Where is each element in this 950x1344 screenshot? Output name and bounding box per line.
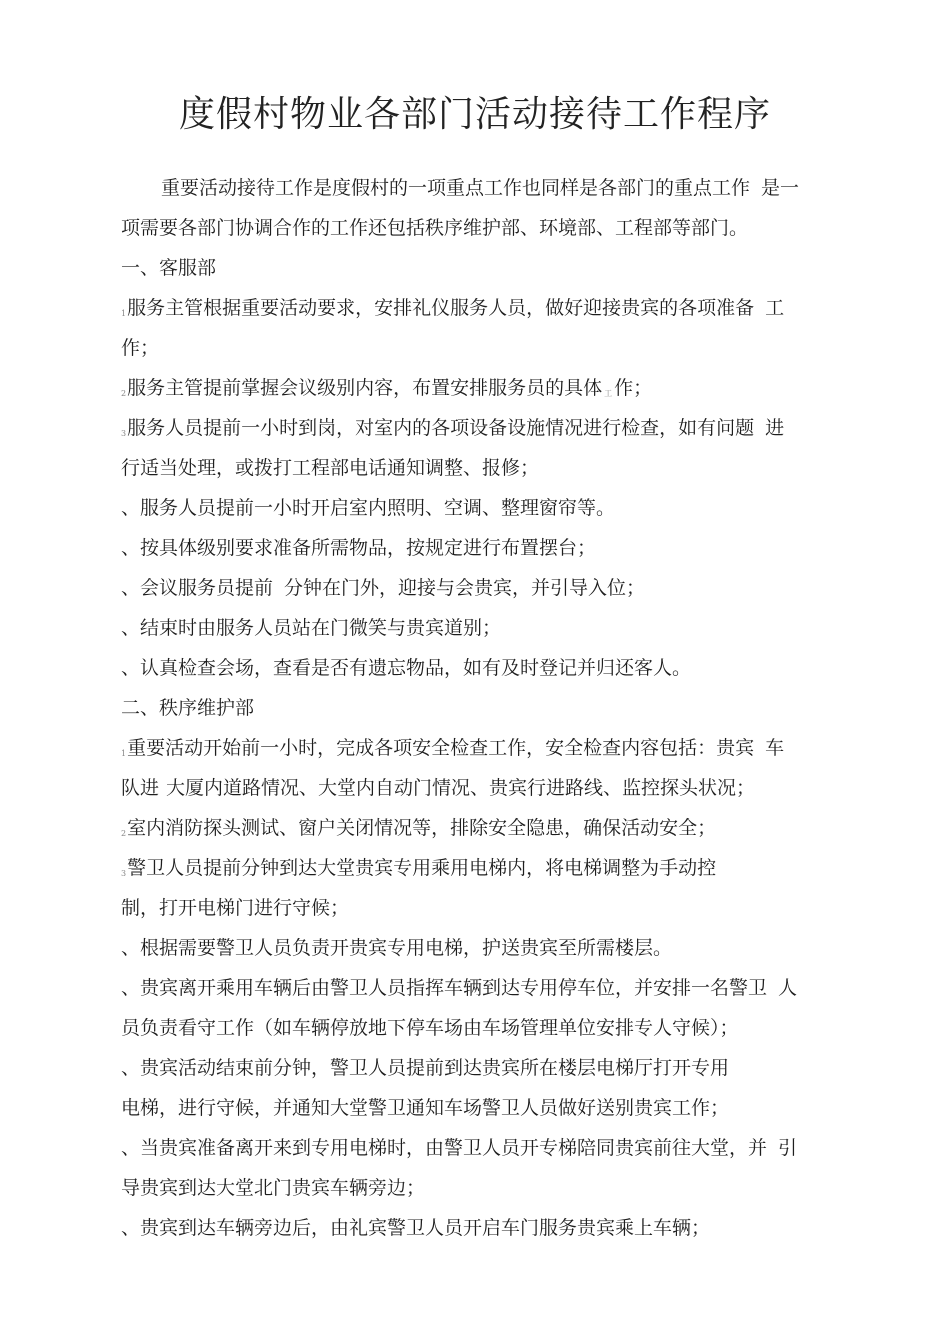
intro-line-2: 项需要各部门协调合作的工作还包括秩序维护部、环境部、工程部等部门。: [121, 217, 749, 239]
item-text: 车: [765, 737, 785, 759]
item-text: 服务主管提前掌握会议级别内容，布置安排服务员的具体: [127, 377, 603, 399]
list-item: 、根据需要警卫人员负责开贵宾专用电梯，护送贵宾至所需楼层。: [121, 937, 673, 959]
list-item: 、贵宾活动结束前分钟，警卫人员提前到达贵宾所在楼层电梯厅打开专用: [121, 1057, 730, 1079]
item-text: 警卫人员提前分钟到达大堂贵宾专用乘用电梯内，将电梯调整为手动控: [127, 857, 717, 879]
list-item-continued: 作；: [121, 337, 160, 359]
item-text: 重要活动开始前一小时，完成各项安全检查工作，安全检查内容包括：贵宾: [127, 737, 755, 759]
list-item: 、贵宾到达车辆旁边后，由礼宾警卫人员开启车门服务贵宾乘上车辆；: [121, 1217, 711, 1239]
list-item: [121, 816, 846, 846]
item-number: 2: [121, 389, 127, 398]
item-text: 工: [765, 297, 785, 319]
item-text: 服务人员提前一小时到岗，对室内的各项设备设施情况进行检查，如有问题: [127, 417, 755, 439]
item-number: 1: [121, 309, 127, 318]
list-item: [121, 1136, 846, 1160]
list-item-continued: 电梯，进行守候，并通知大堂警卫通知车场警卫人员做好送别贵宾工作；: [121, 1097, 730, 1119]
item-text: 人: [778, 977, 798, 999]
item-number: 2: [121, 829, 127, 838]
section-heading-customer-service: 一、客服部: [121, 257, 217, 279]
list-item: [121, 856, 846, 886]
item-text: 引: [778, 1137, 798, 1159]
intro-text-1: 重要活动接待工作是度假村的一项重点工作也同样是各部门的重点工作: [161, 177, 751, 199]
list-item: 、结束时由服务人员站在门微笑与贵宾道别；: [121, 617, 502, 639]
item-text: 分钟在门外，迎接与会贵宾，并引导入位；: [284, 577, 646, 599]
list-item-continued: 导贵宾到达大堂北门贵宾车辆旁边；: [121, 1177, 426, 1199]
list-item-continued: 员负责看守工作（如车辆停放地下停车场由车场管理单位安排专人守候）；: [121, 1017, 739, 1039]
list-item: [121, 976, 846, 1000]
item-text: 作；: [614, 377, 653, 399]
list-item: [121, 416, 846, 446]
section-heading-security: 二、秩序维护部: [121, 697, 255, 719]
list-item: [121, 576, 846, 600]
list-item: [121, 376, 846, 406]
list-item: [121, 736, 846, 766]
list-item: 、认真检查会场，查看是否有遗忘物品，如有及时登记并归还客人。: [121, 657, 692, 679]
item-text: 进: [765, 417, 785, 439]
item-text: 大厦内道路情况、大堂内自动门情况、贵宾行进路线、监控探头状况；: [166, 777, 756, 799]
item-number: 3: [121, 429, 127, 438]
list-item-continued: 行适当处理，或拨打工程部电话通知调整、报修；: [121, 457, 540, 479]
list-item: 、按具体级别要求准备所需物品，按规定进行布置摆台；: [121, 537, 597, 559]
item-text: 服务主管根据重要活动要求，安排礼仪服务人员，做好迎接贵宾的各项准备: [127, 297, 755, 319]
list-item: 、服务人员提前一小时开启室内照明、空调、整理窗帘等。: [121, 497, 616, 519]
item-text: 、会议服务员提前: [121, 577, 274, 599]
item-text: 、贵宾离开乘用车辆后由警卫人员指挥车辆到达专用停车位，并安排一名警卫: [121, 977, 768, 999]
item-text: 室内消防探头测试、窗户关闭情况等，排除安全隐患，确保活动安全；: [127, 817, 717, 839]
document-title: 度假村物业各部门活动接待工作程序: [178, 94, 771, 135]
item-number: 1: [121, 749, 127, 758]
item-text: 队进: [121, 777, 160, 799]
intro-line-1: [121, 176, 846, 200]
list-item: [121, 296, 846, 326]
list-item-continued: 制，打开电梯门进行守候；: [121, 897, 350, 919]
item-number: 3: [121, 869, 127, 878]
item-mark: 工: [604, 389, 613, 398]
item-text: 、当贵宾准备离开来到专用电梯时，由警卫人员开专梯陪同贵宾前往大堂，并: [121, 1137, 768, 1159]
list-item-continued: [121, 776, 846, 800]
intro-text-2: 是一: [761, 177, 800, 199]
